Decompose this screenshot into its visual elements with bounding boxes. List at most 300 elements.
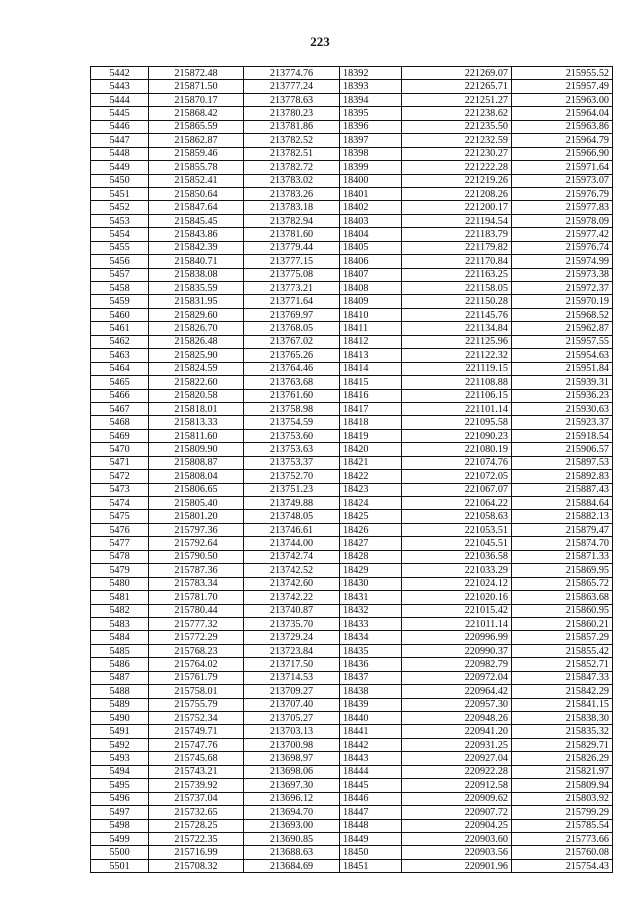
table-cell: 5446 [91, 120, 149, 133]
table-row [91, 362, 613, 375]
table-row [91, 792, 613, 805]
table-cell: 5456 [91, 255, 149, 268]
table-row [91, 577, 613, 590]
table-cell: 215754.43 [512, 859, 613, 872]
table-cell: 5460 [91, 308, 149, 321]
table-cell: 5483 [91, 617, 149, 630]
table-cell: 18401 [340, 187, 402, 200]
table-cell: 213761.60 [244, 389, 340, 402]
table-cell: 213742.52 [244, 564, 340, 577]
table-cell: 220972.04 [402, 671, 512, 684]
table-cell: 213717.50 [244, 658, 340, 671]
table-row [91, 389, 613, 402]
table-cell: 5468 [91, 416, 149, 429]
table-row [91, 174, 613, 187]
table-cell: 215808.87 [149, 456, 244, 469]
table-cell: 5499 [91, 832, 149, 845]
table-cell: 215955.52 [512, 67, 613, 80]
table-cell: 213773.21 [244, 282, 340, 295]
table-cell: 221230.27 [402, 147, 512, 160]
table-row [91, 308, 613, 321]
table-cell: 221238.62 [402, 107, 512, 120]
table-cell: 5464 [91, 362, 149, 375]
table-cell: 213782.52 [244, 134, 340, 147]
table-cell: 215783.34 [149, 577, 244, 590]
table-cell: 221145.76 [402, 308, 512, 321]
table-cell: 5500 [91, 846, 149, 859]
table-cell: 215936.23 [512, 389, 613, 402]
table-row [91, 712, 613, 725]
table-cell: 18440 [340, 712, 402, 725]
table-cell: 220901.96 [402, 859, 512, 872]
table-row [91, 93, 613, 106]
table-cell: 215825.90 [149, 349, 244, 362]
table-cell: 5478 [91, 550, 149, 563]
table-cell: 5472 [91, 470, 149, 483]
table-cell: 215787.36 [149, 564, 244, 577]
table-cell: 213694.70 [244, 806, 340, 819]
table-cell: 213780.23 [244, 107, 340, 120]
table-cell: 5454 [91, 228, 149, 241]
table-cell: 221095.58 [402, 416, 512, 429]
table-cell: 215974.99 [512, 255, 613, 268]
table-cell: 221058.63 [402, 510, 512, 523]
table-cell: 5449 [91, 161, 149, 174]
table-row [91, 282, 613, 295]
table-cell: 215923.37 [512, 416, 613, 429]
table-cell: 220904.25 [402, 819, 512, 832]
table-row [91, 335, 613, 348]
table-cell: 18403 [340, 214, 402, 227]
table-cell: 215887.43 [512, 483, 613, 496]
table-cell: 215747.76 [149, 738, 244, 751]
table-cell: 213749.88 [244, 497, 340, 510]
table-cell: 215951.84 [512, 362, 613, 375]
table-row [91, 187, 613, 200]
table-cell: 215811.60 [149, 429, 244, 442]
table-cell: 18443 [340, 752, 402, 765]
table-cell: 5474 [91, 497, 149, 510]
table-cell: 215835.59 [149, 282, 244, 295]
table-cell: 213698.06 [244, 765, 340, 778]
table-cell: 221200.17 [402, 201, 512, 214]
table-cell: 5481 [91, 591, 149, 604]
table-cell: 18438 [340, 685, 402, 698]
table-cell: 18430 [340, 577, 402, 590]
table-cell: 215820.58 [149, 389, 244, 402]
table-cell: 5493 [91, 752, 149, 765]
table-cell: 215801.20 [149, 510, 244, 523]
table-cell: 215755.79 [149, 698, 244, 711]
table-cell: 215777.32 [149, 617, 244, 630]
table-cell: 213744.00 [244, 537, 340, 550]
table-cell: 18427 [340, 537, 402, 550]
table-cell: 215971.64 [512, 161, 613, 174]
table-row [91, 67, 613, 80]
table-cell: 18402 [340, 201, 402, 214]
table-cell: 215745.68 [149, 752, 244, 765]
table-cell: 221150.28 [402, 295, 512, 308]
table-cell: 213778.63 [244, 93, 340, 106]
table-cell: 215871.50 [149, 80, 244, 93]
table-cell: 221158.05 [402, 282, 512, 295]
table-cell: 215964.79 [512, 134, 613, 147]
table-cell: 221219.26 [402, 174, 512, 187]
table-cell: 215826.70 [149, 322, 244, 335]
table-cell: 215973.07 [512, 174, 613, 187]
table-cell: 215842.39 [149, 241, 244, 254]
table-cell: 213777.24 [244, 80, 340, 93]
table-row [91, 322, 613, 335]
table-row [91, 470, 613, 483]
table-cell: 215809.90 [149, 443, 244, 456]
table-cell: 215829.71 [512, 738, 613, 751]
table-cell: 18444 [340, 765, 402, 778]
page-number: 223 [310, 34, 330, 49]
table-cell: 221024.12 [402, 577, 512, 590]
table-cell: 5447 [91, 134, 149, 147]
table-cell: 213769.97 [244, 308, 340, 321]
table-cell: 5490 [91, 712, 149, 725]
table-cell: 213748.05 [244, 510, 340, 523]
table-row [91, 134, 613, 147]
table-cell: 5480 [91, 577, 149, 590]
table-cell: 213771.64 [244, 295, 340, 308]
table-cell: 18399 [340, 161, 402, 174]
coordinates-table [90, 66, 613, 873]
table-cell: 213693.00 [244, 819, 340, 832]
table-cell: 213742.60 [244, 577, 340, 590]
table-cell: 221045.51 [402, 537, 512, 550]
table-cell: 213783.02 [244, 174, 340, 187]
table-cell: 215842.29 [512, 685, 613, 698]
table-cell: 213688.63 [244, 846, 340, 859]
table-cell: 18413 [340, 349, 402, 362]
table-cell: 221033.29 [402, 564, 512, 577]
table-cell: 213753.60 [244, 429, 340, 442]
table-cell: 215799.29 [512, 806, 613, 819]
table-row [91, 349, 613, 362]
table-cell: 215865.72 [512, 577, 613, 590]
table-cell: 5443 [91, 80, 149, 93]
table-cell: 215847.64 [149, 201, 244, 214]
table-cell: 18414 [340, 362, 402, 375]
table-cell: 213782.72 [244, 161, 340, 174]
table-cell: 220927.04 [402, 752, 512, 765]
table-cell: 18400 [340, 174, 402, 187]
table-cell: 213763.68 [244, 376, 340, 389]
table-cell: 220907.72 [402, 806, 512, 819]
table-cell: 213754.59 [244, 416, 340, 429]
table-cell: 215829.60 [149, 308, 244, 321]
table-cell: 215869.95 [512, 564, 613, 577]
table-row [91, 738, 613, 751]
table-cell: 215962.87 [512, 322, 613, 335]
table-cell: 215968.52 [512, 308, 613, 321]
table-cell: 5462 [91, 335, 149, 348]
table-cell: 215809.94 [512, 779, 613, 792]
table-cell: 5450 [91, 174, 149, 187]
table-cell: 221222.28 [402, 161, 512, 174]
table-cell: 221269.07 [402, 67, 512, 80]
table-cell: 220996.99 [402, 631, 512, 644]
table-cell: 215857.29 [512, 631, 613, 644]
table-cell: 5471 [91, 456, 149, 469]
table-cell: 213703.13 [244, 725, 340, 738]
table-cell: 215752.34 [149, 712, 244, 725]
table-cell: 213758.98 [244, 402, 340, 415]
table-cell: 221090.23 [402, 429, 512, 442]
table-cell: 215874.70 [512, 537, 613, 550]
table-cell: 213783.18 [244, 201, 340, 214]
table-cell: 215872.48 [149, 67, 244, 80]
table-cell: 221119.15 [402, 362, 512, 375]
table-cell: 213746.61 [244, 523, 340, 536]
table-cell: 213767.02 [244, 335, 340, 348]
table-cell: 5492 [91, 738, 149, 751]
table-cell: 5497 [91, 806, 149, 819]
table-cell: 215813.33 [149, 416, 244, 429]
table-row [91, 752, 613, 765]
table-cell: 221080.19 [402, 443, 512, 456]
coordinates-table-body [91, 67, 613, 873]
table-cell: 213709.27 [244, 685, 340, 698]
table-cell: 215761.79 [149, 671, 244, 684]
table-cell: 215850.64 [149, 187, 244, 200]
table-cell: 215826.48 [149, 335, 244, 348]
table-cell: 215852.41 [149, 174, 244, 187]
table-cell: 215841.15 [512, 698, 613, 711]
table-cell: 5453 [91, 214, 149, 227]
table-row [91, 832, 613, 845]
table-cell: 221011.14 [402, 617, 512, 630]
table-cell: 18398 [340, 147, 402, 160]
table-cell: 215743.21 [149, 765, 244, 778]
table-cell: 213768.05 [244, 322, 340, 335]
table-cell: 215732.65 [149, 806, 244, 819]
table-cell: 18404 [340, 228, 402, 241]
table-cell: 215739.92 [149, 779, 244, 792]
table-cell: 213729.24 [244, 631, 340, 644]
table-row [91, 658, 613, 671]
table-cell: 215758.01 [149, 685, 244, 698]
table-row [91, 846, 613, 859]
table-cell: 18397 [340, 134, 402, 147]
table-cell: 18417 [340, 402, 402, 415]
table-row [91, 214, 613, 227]
table-cell: 221072.05 [402, 470, 512, 483]
table-cell: 213740.87 [244, 604, 340, 617]
table-row [91, 443, 613, 456]
table-cell: 213735.70 [244, 617, 340, 630]
table-cell: 215964.04 [512, 107, 613, 120]
table-cell: 18422 [340, 470, 402, 483]
table-cell: 5465 [91, 376, 149, 389]
table-row [91, 80, 613, 93]
table-cell: 5494 [91, 765, 149, 778]
table-row [91, 819, 613, 832]
table-cell: 5477 [91, 537, 149, 550]
table-cell: 221067.07 [402, 483, 512, 496]
table-cell: 215792.64 [149, 537, 244, 550]
table-cell: 18435 [340, 644, 402, 657]
table-cell: 221179.82 [402, 241, 512, 254]
table-cell: 215966.90 [512, 147, 613, 160]
table-cell: 18431 [340, 591, 402, 604]
table-cell: 213779.44 [244, 241, 340, 254]
table-cell: 215824.59 [149, 362, 244, 375]
table-cell: 220957.30 [402, 698, 512, 711]
table-row [91, 497, 613, 510]
table-row [91, 725, 613, 738]
table-row [91, 644, 613, 657]
table-cell: 215843.86 [149, 228, 244, 241]
table-cell: 215852.71 [512, 658, 613, 671]
table-row [91, 779, 613, 792]
table-cell: 220912.58 [402, 779, 512, 792]
table-cell: 215897.53 [512, 456, 613, 469]
table-cell: 213775.08 [244, 268, 340, 281]
table-row [91, 685, 613, 698]
table-cell: 213696.12 [244, 792, 340, 805]
table-row [91, 631, 613, 644]
table-cell: 215797.36 [149, 523, 244, 536]
table-row [91, 859, 613, 872]
table-cell: 215957.55 [512, 335, 613, 348]
table-cell: 215838.08 [149, 268, 244, 281]
table-cell: 213690.85 [244, 832, 340, 845]
table-cell: 18424 [340, 497, 402, 510]
table-cell: 215863.68 [512, 591, 613, 604]
table-cell: 215868.42 [149, 107, 244, 120]
table-cell: 215821.97 [512, 765, 613, 778]
table-cell: 213782.94 [244, 214, 340, 227]
table-cell: 5496 [91, 792, 149, 805]
table-cell: 5488 [91, 685, 149, 698]
table-cell: 18434 [340, 631, 402, 644]
table-cell: 215860.95 [512, 604, 613, 617]
table-cell: 215808.04 [149, 470, 244, 483]
table-cell: 5455 [91, 241, 149, 254]
table-cell: 220990.37 [402, 644, 512, 657]
table-cell: 220931.25 [402, 738, 512, 751]
table-cell: 221265.71 [402, 80, 512, 93]
table-cell: 215884.64 [512, 497, 613, 510]
table-cell: 221020.16 [402, 591, 512, 604]
table-cell: 5461 [91, 322, 149, 335]
table-row [91, 376, 613, 389]
table-cell: 18392 [340, 67, 402, 80]
table-cell: 215840.71 [149, 255, 244, 268]
table-cell: 215722.35 [149, 832, 244, 845]
table-cell: 221235.50 [402, 120, 512, 133]
table-cell: 18429 [340, 564, 402, 577]
table-cell: 221053.51 [402, 523, 512, 536]
table-cell: 215976.74 [512, 241, 613, 254]
table-cell: 213764.46 [244, 362, 340, 375]
table-cell: 5473 [91, 483, 149, 496]
table-cell: 18449 [340, 832, 402, 845]
table-cell: 221251.27 [402, 93, 512, 106]
table-cell: 5470 [91, 443, 149, 456]
table-cell: 5489 [91, 698, 149, 711]
table-cell: 5466 [91, 389, 149, 402]
table-cell: 18442 [340, 738, 402, 751]
table-cell: 215977.42 [512, 228, 613, 241]
table-cell: 215963.86 [512, 120, 613, 133]
table-cell: 213723.84 [244, 644, 340, 657]
table-row [91, 268, 613, 281]
table-cell: 215865.59 [149, 120, 244, 133]
table-row [91, 537, 613, 550]
table-cell: 215860.21 [512, 617, 613, 630]
table-cell: 5491 [91, 725, 149, 738]
table-cell: 213705.27 [244, 712, 340, 725]
table-cell: 215976.79 [512, 187, 613, 200]
table-cell: 215963.00 [512, 93, 613, 106]
table-cell: 221170.84 [402, 255, 512, 268]
table-cell: 18450 [340, 846, 402, 859]
table-row [91, 591, 613, 604]
table-cell: 18418 [340, 416, 402, 429]
table-cell: 215773.66 [512, 832, 613, 845]
table-cell: 215972.37 [512, 282, 613, 295]
table-cell: 18447 [340, 806, 402, 819]
table-cell: 18432 [340, 604, 402, 617]
table-cell: 215835.32 [512, 725, 613, 738]
table-cell: 221122.32 [402, 349, 512, 362]
table-cell: 213697.30 [244, 779, 340, 792]
table-cell: 18446 [340, 792, 402, 805]
table-row [91, 550, 613, 563]
table-cell: 221036.58 [402, 550, 512, 563]
table-cell: 215930.63 [512, 402, 613, 415]
table-row [91, 671, 613, 684]
table-cell: 215760.08 [512, 846, 613, 859]
table-cell: 215749.71 [149, 725, 244, 738]
table-cell: 221101.14 [402, 402, 512, 415]
table-cell: 215847.33 [512, 671, 613, 684]
table-cell: 213707.40 [244, 698, 340, 711]
table-cell: 215862.87 [149, 134, 244, 147]
table-cell: 220982.79 [402, 658, 512, 671]
table-cell: 215768.23 [149, 644, 244, 657]
table-cell: 221134.84 [402, 322, 512, 335]
table-cell: 215764.02 [149, 658, 244, 671]
table-cell: 5463 [91, 349, 149, 362]
table-cell: 220941.20 [402, 725, 512, 738]
table-row [91, 255, 613, 268]
table-cell: 213742.74 [244, 550, 340, 563]
table-cell: 215716.99 [149, 846, 244, 859]
table-cell: 213783.26 [244, 187, 340, 200]
table-cell: 220903.60 [402, 832, 512, 845]
table-cell: 221108.88 [402, 376, 512, 389]
table-cell: 215879.47 [512, 523, 613, 536]
table-cell: 215806.65 [149, 483, 244, 496]
table-cell: 5482 [91, 604, 149, 617]
table-cell: 18405 [340, 241, 402, 254]
table-cell: 5476 [91, 523, 149, 536]
table-cell: 5495 [91, 779, 149, 792]
table-cell: 18415 [340, 376, 402, 389]
table-row [91, 510, 613, 523]
table-cell: 221015.42 [402, 604, 512, 617]
table-cell: 213781.86 [244, 120, 340, 133]
table-cell: 215977.83 [512, 201, 613, 214]
table-cell: 5452 [91, 201, 149, 214]
table-cell: 18441 [340, 725, 402, 738]
